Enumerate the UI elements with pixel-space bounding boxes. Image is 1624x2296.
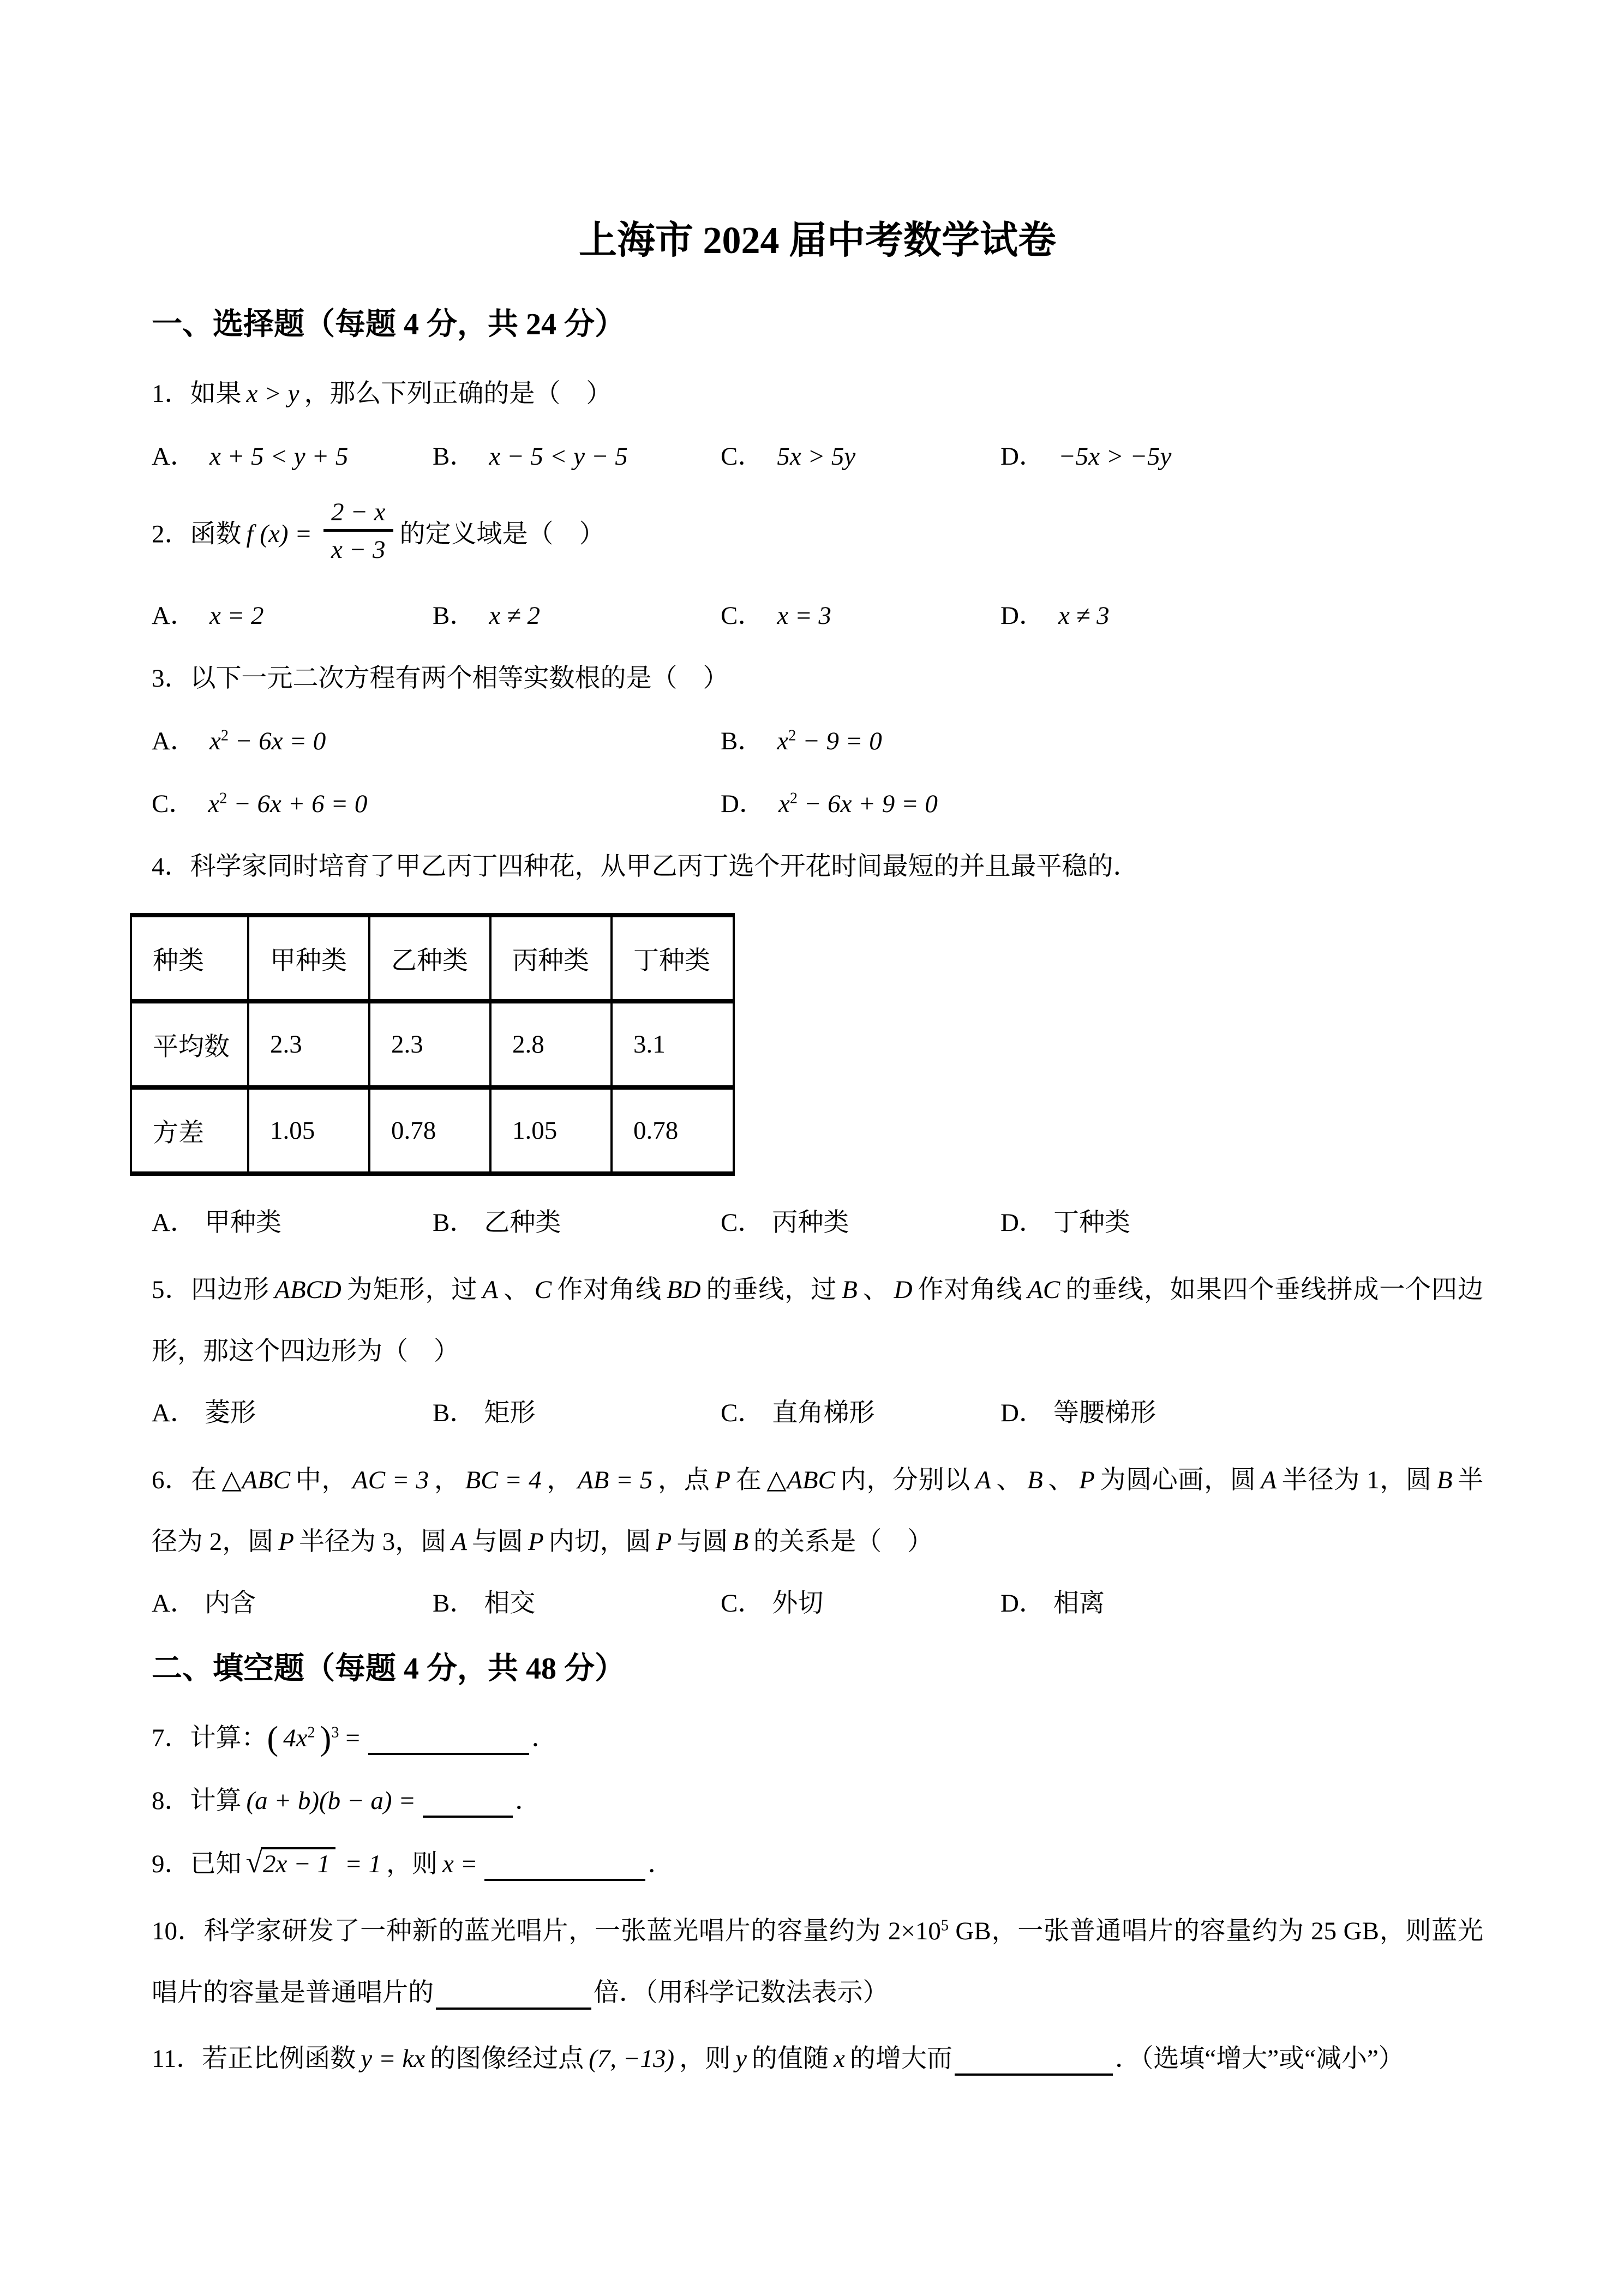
option-item bbox=[152, 788, 721, 821]
text-run: 4．科学家同时培育了甲乙丙丁四种花，从甲乙丙丁选个开花时间最短的并且最平稳的． bbox=[152, 852, 1139, 881]
math-run: P bbox=[1079, 1466, 1095, 1495]
option-label: B． bbox=[721, 726, 764, 755]
superscript: 3 bbox=[331, 1724, 339, 1741]
table-cell: 丙种类 bbox=[490, 915, 612, 1001]
text-run: ，则 bbox=[679, 2044, 731, 2073]
text-run: 外切 bbox=[772, 1589, 824, 1618]
section-heading: 二、填空题（每题 4 分，共 48 分） bbox=[152, 1651, 625, 1686]
text-run: ， bbox=[546, 1466, 573, 1495]
text-run: 、 bbox=[996, 1466, 1023, 1495]
text-run: 、 bbox=[503, 1276, 530, 1305]
text-run: ，点 bbox=[657, 1466, 710, 1495]
option-item bbox=[721, 1587, 1000, 1620]
option-item bbox=[433, 1587, 721, 1620]
option-item bbox=[152, 1206, 433, 1240]
table-cell: 丁种类 bbox=[612, 915, 734, 1001]
option-item bbox=[433, 599, 721, 633]
question-line bbox=[152, 662, 1483, 695]
table-cell: 1.05 bbox=[490, 1087, 612, 1174]
text-run: 2．函数 bbox=[152, 520, 242, 549]
exam-content bbox=[152, 305, 1483, 2090]
math-run: $x^2 - 9 = 0$ bbox=[777, 726, 882, 755]
table-cell: 2.3 bbox=[369, 1001, 490, 1087]
question-paragraph bbox=[152, 1259, 1483, 1383]
text-run: 作对角线 bbox=[556, 1276, 662, 1305]
text-run: 倍．（用科学记数法表示） bbox=[594, 1978, 889, 2007]
text-run: 的垂线，过 bbox=[705, 1276, 837, 1305]
text-run: 8．计算 bbox=[152, 1786, 242, 1815]
text-run: 内含 bbox=[204, 1589, 256, 1618]
answer-blank bbox=[423, 1807, 513, 1818]
options-row bbox=[152, 1397, 1483, 1430]
option-item bbox=[721, 599, 1000, 633]
text-run: ，那么下列正确的是（ ） bbox=[304, 379, 612, 408]
math-run: = bbox=[344, 1723, 362, 1752]
text-run: ，则 bbox=[386, 1849, 438, 1878]
table-cell: 方差 bbox=[131, 1087, 248, 1174]
math-run: x = bbox=[442, 1849, 478, 1878]
text-run: 的图像经过点 bbox=[430, 2044, 584, 2073]
text-run: 7．计算： bbox=[152, 1723, 267, 1752]
text-run: 中， bbox=[295, 1466, 348, 1495]
text-run: ． bbox=[648, 1849, 674, 1878]
math-run: x = 2 bbox=[209, 601, 264, 630]
table-row bbox=[131, 1087, 734, 1174]
answer-blank bbox=[368, 1744, 529, 1755]
text-run: 半径为 3，圆 bbox=[298, 1527, 447, 1556]
text-run: 作对角线 bbox=[917, 1276, 1023, 1305]
option-label: A． bbox=[152, 601, 196, 630]
option-label: C． bbox=[721, 1589, 764, 1618]
question-line bbox=[152, 1722, 1483, 1755]
option-label: C． bbox=[721, 1398, 764, 1427]
math-run: f (x) = bbox=[246, 520, 312, 549]
option-item bbox=[152, 725, 721, 758]
option-label: C． bbox=[721, 442, 764, 471]
math-run: A bbox=[975, 1466, 991, 1495]
text-run: 等腰梯形 bbox=[1053, 1398, 1156, 1427]
text-run: 9．已知 bbox=[152, 1849, 242, 1878]
text-run: 矩形 bbox=[484, 1398, 536, 1427]
option-item bbox=[1000, 1397, 1483, 1430]
section-heading: 一、选择题（每题 4 分，共 24 分） bbox=[152, 307, 625, 341]
math-run: $x^2 - 6x + 6 = 0$ bbox=[208, 790, 368, 819]
option-item bbox=[433, 1206, 721, 1240]
text-run: 相离 bbox=[1053, 1589, 1105, 1618]
option-label: C． bbox=[152, 790, 195, 819]
option-label: B． bbox=[433, 442, 476, 471]
text-run: 内，分别以 bbox=[840, 1466, 970, 1495]
math-run: x ≠ 2 bbox=[489, 601, 541, 630]
radicand: 2x − 1 bbox=[261, 1847, 335, 1878]
math-run: $x^2 - 6x + 9 = 0$ bbox=[778, 790, 938, 819]
radical-sign: √ bbox=[245, 1845, 262, 1879]
text-run: 5．四边形 bbox=[152, 1276, 270, 1305]
answer-blank bbox=[955, 2065, 1113, 2076]
text-run: ． bbox=[515, 1786, 541, 1815]
text-run: 的值随 bbox=[751, 2044, 829, 2073]
math-run: x bbox=[833, 2044, 845, 2073]
option-label: C． bbox=[721, 1209, 764, 1237]
option-item bbox=[1000, 1206, 1483, 1240]
option-label: A． bbox=[152, 1209, 196, 1237]
math-run: A bbox=[451, 1527, 467, 1556]
text-run: 为矩形，过 bbox=[346, 1276, 478, 1305]
table-cell: 种类 bbox=[131, 915, 248, 1001]
table-cell: 乙种类 bbox=[369, 915, 490, 1001]
answer-blank bbox=[484, 1870, 645, 1881]
math-run: AC = 3 bbox=[352, 1466, 429, 1495]
question-paragraph bbox=[152, 1901, 1483, 2024]
math-run: A bbox=[1261, 1466, 1277, 1495]
option-label: D． bbox=[1000, 1398, 1045, 1427]
text-run: 、 bbox=[1047, 1466, 1075, 1495]
math-run: D bbox=[894, 1276, 913, 1305]
text-run: 的增大而 bbox=[849, 2044, 952, 2073]
superscript: 2 bbox=[788, 727, 796, 744]
math-run: $4x^2$ bbox=[283, 1723, 315, 1752]
option-item bbox=[1000, 1587, 1483, 1620]
options-row bbox=[152, 1206, 1483, 1240]
math-run: x ≠ 3 bbox=[1058, 601, 1110, 630]
math-run: y = kx bbox=[361, 2044, 426, 2073]
table-cell: 1.05 bbox=[248, 1087, 369, 1174]
answer-blank bbox=[436, 1999, 591, 2010]
math-run: x − 5 < y − 5 bbox=[489, 442, 628, 471]
math-run: P bbox=[656, 1527, 672, 1556]
option-label: D． bbox=[1000, 601, 1045, 630]
options-row bbox=[152, 1587, 1483, 1620]
option-item bbox=[152, 1397, 433, 1430]
math-run: = 1 bbox=[345, 1849, 381, 1878]
question-line bbox=[152, 1847, 1483, 1881]
superscript: 5 bbox=[940, 1917, 949, 1934]
math-run: B bbox=[1436, 1466, 1453, 1495]
option-label: D． bbox=[1000, 1209, 1045, 1237]
option-item bbox=[152, 599, 433, 633]
text-run: 直角梯形 bbox=[772, 1398, 875, 1427]
text-run: 10．科学家研发了一种新的蓝光唱片，一张蓝光唱片的容量约为 2×10 bbox=[152, 1917, 941, 1945]
math-run: −5x > −5y bbox=[1058, 442, 1172, 471]
math-run: P bbox=[715, 1466, 731, 1495]
question-line bbox=[152, 1784, 1483, 1818]
option-item bbox=[721, 1397, 1000, 1430]
table-row bbox=[131, 1001, 734, 1087]
square-root bbox=[246, 1847, 336, 1881]
math-run: (a + b)(b − a) = bbox=[246, 1786, 416, 1815]
options-row bbox=[152, 725, 1483, 758]
math-run: x + 5 < y + 5 bbox=[209, 442, 349, 471]
math-run: y bbox=[735, 2044, 747, 2073]
option-label: D． bbox=[721, 790, 765, 819]
math-run: AB = 5 bbox=[577, 1466, 653, 1495]
math-run: (7, −13) bbox=[589, 2044, 675, 2073]
option-label: B． bbox=[433, 1589, 476, 1618]
text-run: 11．若正比例函数 bbox=[152, 2044, 356, 2073]
option-item bbox=[721, 440, 1000, 473]
question-line bbox=[152, 850, 1483, 883]
text-run: ． bbox=[531, 1723, 558, 1752]
option-item bbox=[721, 725, 1483, 758]
math-run: P bbox=[278, 1527, 294, 1556]
text-run: 6．在 bbox=[152, 1466, 217, 1495]
table-cell: 0.78 bbox=[612, 1087, 734, 1174]
text-run: 内切，圆 bbox=[548, 1527, 651, 1556]
text-run: 、 bbox=[862, 1276, 889, 1305]
option-item bbox=[721, 788, 1483, 821]
math-run: BC = 4 bbox=[465, 1466, 542, 1495]
math-run: $x^2 - 6x = 0$ bbox=[209, 726, 326, 755]
question-line bbox=[152, 497, 1483, 570]
options-row bbox=[152, 599, 1483, 633]
option-label: C． bbox=[721, 601, 764, 630]
table-cell: 平均数 bbox=[131, 1001, 248, 1087]
options-row bbox=[152, 788, 1483, 821]
option-label: A． bbox=[152, 1398, 196, 1427]
text-run: 的垂线，如果四个垂线拼成一个四边形，那这个四边形为（ ） bbox=[152, 1276, 1484, 1366]
math-run: 5x > 5y bbox=[777, 442, 856, 471]
math-run: AC bbox=[1027, 1276, 1060, 1305]
options-row bbox=[152, 440, 1483, 473]
table-cell: 0.78 bbox=[369, 1087, 490, 1174]
text-run: ．（选填“增大”或“减小”） bbox=[1114, 2044, 1404, 2073]
superscript: 2 bbox=[789, 790, 798, 807]
superscript: 2 bbox=[220, 727, 229, 744]
superscript: 2 bbox=[307, 1724, 315, 1741]
option-item bbox=[433, 440, 721, 473]
stats-table bbox=[130, 913, 735, 1176]
math-run: P bbox=[528, 1527, 544, 1556]
option-label: A． bbox=[152, 1589, 196, 1618]
paren: ) bbox=[320, 1720, 332, 1757]
math-run: x = 3 bbox=[777, 601, 831, 630]
table-row bbox=[131, 915, 734, 1001]
question-paragraph bbox=[152, 2028, 1483, 2090]
fraction-denominator: x − 3 bbox=[331, 535, 386, 564]
text-run: 半径为 1，圆 bbox=[1281, 1466, 1432, 1495]
text-run: ， bbox=[434, 1466, 460, 1495]
option-item bbox=[1000, 440, 1483, 473]
paren: ( bbox=[267, 1720, 279, 1757]
math-run: B bbox=[842, 1276, 858, 1305]
text-run: 丙种类 bbox=[772, 1209, 849, 1237]
option-label: A． bbox=[152, 442, 196, 471]
text-run: 相交 bbox=[484, 1589, 536, 1618]
math-run: C bbox=[534, 1276, 552, 1305]
table-cell: 2.8 bbox=[490, 1001, 612, 1087]
table-cell: 3.1 bbox=[612, 1001, 734, 1087]
question-paragraph bbox=[152, 1450, 1483, 1573]
question-line bbox=[152, 377, 1483, 411]
math-run: B bbox=[1027, 1466, 1043, 1495]
math-run: △ABC bbox=[766, 1466, 835, 1495]
text-run: 1．如果 bbox=[152, 379, 242, 408]
math-run: A bbox=[482, 1276, 499, 1305]
math-run: B bbox=[733, 1527, 749, 1556]
table-cell: 2.3 bbox=[248, 1001, 369, 1087]
option-label: B． bbox=[433, 1398, 476, 1427]
option-item bbox=[152, 1587, 433, 1620]
text-run: 甲种类 bbox=[204, 1209, 281, 1237]
option-item bbox=[433, 1397, 721, 1430]
text-run: 3．以下一元二次方程有两个相等实数根的是（ ） bbox=[152, 664, 729, 693]
text-run: GB，一张普通唱片的容量约为 25 GB，则蓝光唱片的容量是普通唱片的 bbox=[152, 1917, 1483, 2007]
math-run: BD bbox=[666, 1276, 701, 1305]
math-run: x > y bbox=[246, 379, 299, 408]
page-title: 上海市 2024 届中考数学试卷 bbox=[579, 220, 1056, 262]
text-run: 半径为 2，圆 bbox=[152, 1466, 1484, 1556]
text-run: 在 bbox=[735, 1466, 762, 1495]
text-run: 与圆 bbox=[471, 1527, 523, 1556]
option-label: B． bbox=[433, 601, 476, 630]
text-run: 的关系是（ ） bbox=[753, 1527, 933, 1556]
text-run: 与圆 bbox=[676, 1527, 728, 1556]
math-run: △ABC bbox=[221, 1466, 291, 1495]
text-run: 的定义域是（ ） bbox=[399, 520, 605, 549]
text-run: 乙种类 bbox=[484, 1209, 561, 1237]
text-run: 菱形 bbox=[204, 1398, 256, 1427]
option-label: A． bbox=[152, 726, 196, 755]
math-run: ABCD bbox=[274, 1276, 341, 1305]
option-label: D． bbox=[1000, 1589, 1045, 1618]
text-run: 丁种类 bbox=[1053, 1209, 1130, 1237]
option-item bbox=[1000, 599, 1483, 633]
option-item bbox=[721, 1206, 1000, 1240]
superscript: 2 bbox=[219, 790, 227, 807]
option-item bbox=[152, 440, 433, 473]
text-run: 为圆心画，圆 bbox=[1099, 1466, 1256, 1495]
fraction-numerator: 2 − x bbox=[323, 497, 393, 532]
table-cell: 甲种类 bbox=[248, 915, 369, 1001]
option-label: D． bbox=[1000, 442, 1045, 471]
option-label: B． bbox=[433, 1209, 476, 1237]
fraction bbox=[323, 497, 393, 564]
